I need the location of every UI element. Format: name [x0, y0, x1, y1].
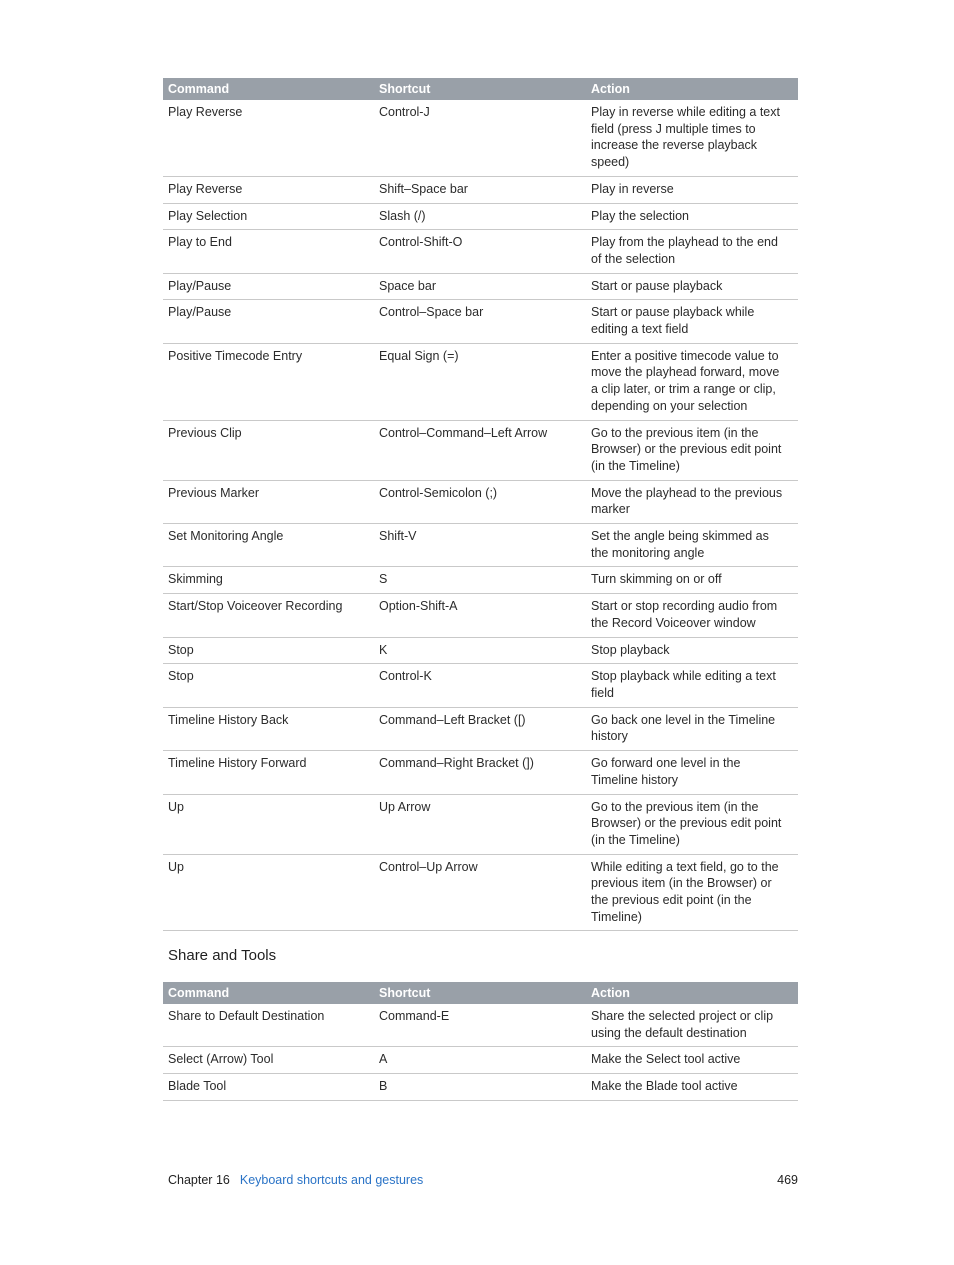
cell-shortcut: Equal Sign (=) [379, 348, 459, 363]
cell-command: Up [168, 859, 184, 874]
cell-command: Stop [168, 669, 194, 684]
table-row [163, 421, 798, 481]
cell-shortcut: B [379, 1079, 388, 1094]
cell-action: Start or pause playback [591, 278, 723, 293]
cell-action: Set the angle being skimmed as the monitoring angle [591, 529, 769, 560]
cell-action: Play the selection [591, 208, 689, 223]
cell-command: Up [168, 799, 184, 814]
shortcuts-table-share-tools [163, 982, 798, 1101]
cell-action: Turn skimming on or off [591, 572, 722, 587]
cell-shortcut: Slash (/) [379, 208, 426, 223]
table-row [163, 664, 798, 707]
cell-shortcut: Control-Shift-O [379, 235, 463, 250]
cell-command: Skimming [168, 572, 223, 587]
cell-command: Previous Marker [168, 485, 259, 500]
cell-action: While editing a text field, go to the previous item (in the Browser) or the previous edit point (in the Timeline) [591, 859, 779, 924]
cell-command: Play Selection [168, 208, 248, 223]
cell-shortcut: Space bar [379, 278, 436, 293]
table-row [163, 1074, 798, 1101]
cell-command: Blade Tool [168, 1079, 227, 1094]
table-row [163, 230, 798, 273]
cell-command: Play Reverse [168, 181, 243, 196]
header-command: Command [168, 82, 230, 96]
cell-action: Share the selected project or clip using the default destination [591, 1009, 774, 1040]
cell-action: Stop playback while editing a text field [591, 669, 776, 700]
cell-command: Play Reverse [168, 105, 243, 119]
page-footer [168, 1173, 798, 1187]
cell-shortcut: Command–Right Bracket (]) [379, 756, 534, 771]
table-row [163, 751, 798, 794]
cell-action: Make the Blade tool active [591, 1079, 738, 1094]
cell-shortcut: Option-Shift-A [379, 599, 458, 614]
cell-command: Play/Pause [168, 278, 232, 293]
table-row [163, 855, 798, 932]
header-action: Action [591, 986, 630, 1000]
table-row [163, 795, 798, 855]
cell-shortcut: Shift-V [379, 529, 417, 544]
footer-chapter-link[interactable]: Keyboard shortcuts and gestures [239, 1173, 424, 1187]
cell-action: Enter a positive timecode value to move the playhead forward, move a clip later, or trim a range or clip, depending on your selection [591, 348, 780, 413]
header-shortcut: Shortcut [379, 82, 431, 96]
header-shortcut: Shortcut [379, 986, 431, 1000]
cell-shortcut: S [379, 572, 388, 587]
section-title: Share and Tools [168, 947, 277, 964]
cell-shortcut: K [379, 642, 388, 657]
cell-shortcut: Control–Command–Left Arrow [379, 425, 548, 440]
table-body [163, 100, 798, 931]
cell-shortcut: Control–Space bar [379, 305, 484, 320]
cell-action: Start or stop recording audio from the Record Voiceover window [591, 599, 778, 630]
cell-command: Play/Pause [168, 305, 232, 320]
cell-action: Go to the previous item (in the Browser) or the previous edit point (in the Timeline) [591, 425, 782, 473]
table-row [163, 708, 798, 751]
cell-action: Play from the playhead to the end of the selection [591, 235, 778, 266]
cell-action: Go to the previous item (in the Browser) or the previous edit point (in the Timeline) [591, 799, 782, 847]
cell-shortcut: Control–Up Arrow [379, 859, 478, 874]
table-row [163, 274, 798, 301]
table-row [163, 524, 798, 567]
cell-command: Share to Default Destination [168, 1009, 325, 1023]
table-row [163, 594, 798, 637]
footer-chapter: Chapter 16 [168, 1173, 230, 1187]
cell-action: Go back one level in the Timeline history [591, 712, 776, 744]
table-row [163, 300, 798, 343]
cell-shortcut: Shift–Space bar [379, 181, 468, 196]
cell-command: Timeline History Back [168, 712, 289, 727]
cell-command: Select (Arrow) Tool [168, 1052, 274, 1067]
cell-shortcut: Control-Semicolon (;) [379, 485, 498, 500]
table-row [163, 204, 798, 231]
cell-command: Play to End [168, 235, 232, 250]
cell-action: Play in reverse [591, 181, 674, 196]
cell-shortcut: Control-K [379, 669, 432, 684]
cell-command: Timeline History Forward [168, 756, 307, 771]
cell-shortcut: A [379, 1052, 388, 1067]
table-row [163, 100, 798, 177]
table-row [163, 1004, 798, 1047]
table-row [163, 177, 798, 204]
table-row [163, 638, 798, 665]
cell-shortcut: Command-E [379, 1009, 450, 1023]
cell-command: Start/Stop Voiceover Recording [168, 599, 343, 614]
cell-command: Previous Clip [168, 425, 242, 440]
cell-shortcut: Control-J [379, 105, 430, 119]
cell-command: Stop [168, 642, 194, 657]
cell-action: Start or pause playback while editing a text field [591, 305, 755, 337]
cell-action: Move the playhead to the previous marker [591, 485, 783, 517]
cell-command: Positive Timecode Entry [168, 348, 303, 363]
cell-action: Play in reverse while editing a text field (press J multiple times to increase the reverse playback speed) [591, 105, 780, 170]
table-row [163, 567, 798, 594]
page-number: 469 [777, 1173, 798, 1187]
table-row [163, 481, 798, 524]
table-body [163, 1004, 798, 1101]
cell-shortcut: Command–Left Bracket ([) [379, 712, 526, 727]
cell-action: Go forward one level in the Timeline history [591, 756, 741, 787]
cell-action: Stop playback [591, 642, 670, 657]
table-header [163, 78, 798, 100]
header-action: Action [591, 82, 630, 96]
cell-shortcut: Up Arrow [379, 799, 431, 814]
cell-command: Set Monitoring Angle [168, 529, 284, 544]
shortcuts-table-playback [163, 78, 798, 931]
header-command: Command [168, 986, 230, 1000]
table-row [163, 344, 798, 421]
cell-action: Make the Select tool active [591, 1052, 741, 1067]
table-header [163, 982, 798, 1004]
table-row [163, 1047, 798, 1074]
